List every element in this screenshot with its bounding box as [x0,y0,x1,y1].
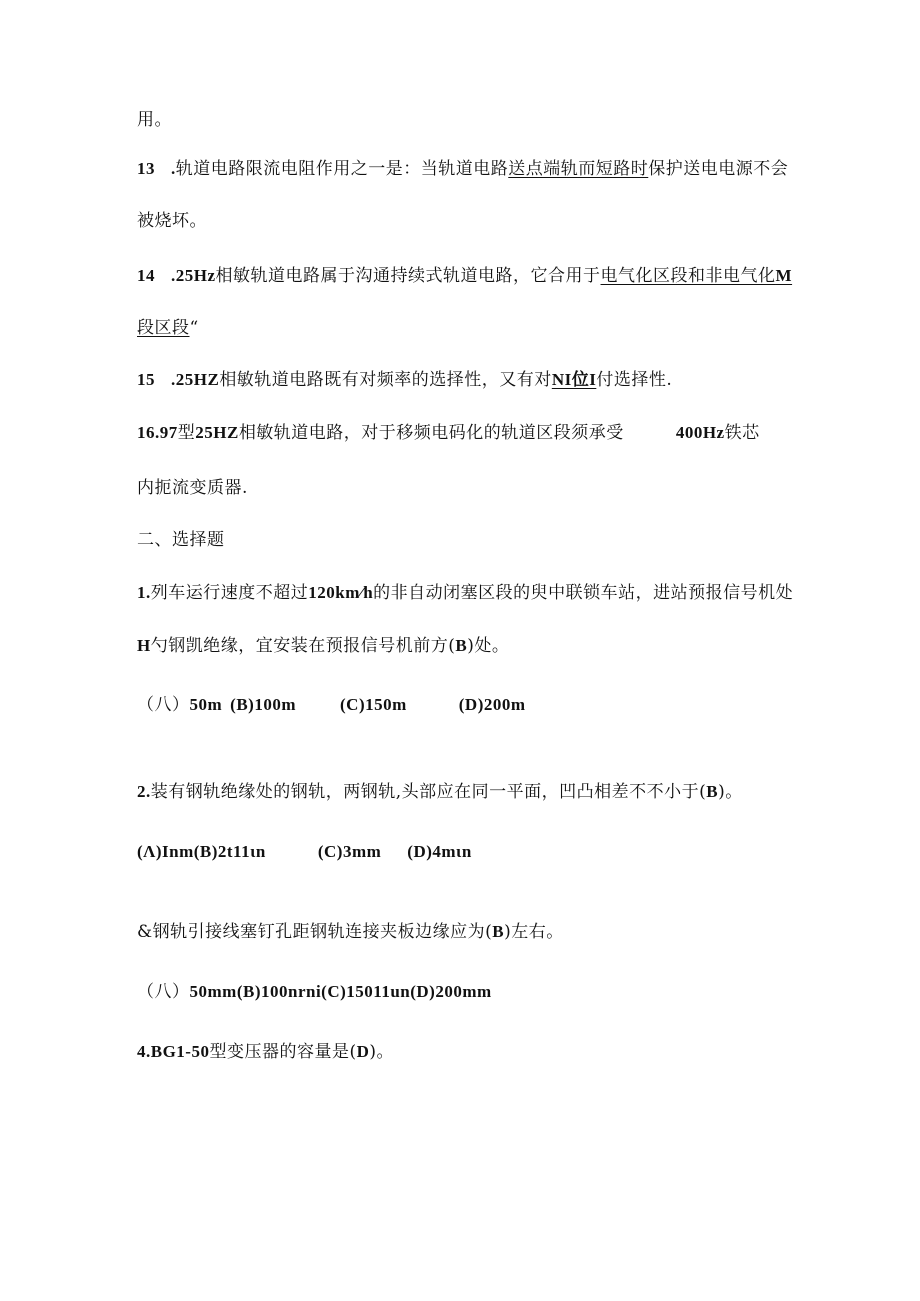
frequency-value: .25HZ [171,370,220,389]
option-a-label: （八） [137,982,190,1002]
answer-letter: B [706,782,719,801]
paren-open: ( [349,1042,357,1062]
option-d: (D)200m [458,695,526,714]
text-line-2 [137,157,788,181]
line-text: 列车运行速度不超过 [150,583,309,603]
answer-fill-bold: M [775,266,793,285]
paren-close: ) [369,1042,377,1062]
text-line-3 [137,209,207,233]
option-b: (B)100m [230,695,296,714]
item-number: 1. [137,583,151,602]
line-text: 型变压器的容量是 [209,1042,350,1062]
item-number: 16.97 [137,423,178,442]
option-a: 50m [189,695,223,714]
line-text: “ [189,318,199,338]
line-text: 左右。 [511,922,564,942]
line-text: 型 [177,423,196,443]
frequency-value: 400Hz [675,423,725,442]
question-3-options [137,980,492,1004]
line-text: 处。 [474,636,510,656]
paren-close: ) [504,922,512,942]
line-text: 相敏轨道电路属于沟通持续式轨道电路，它合用于 [215,266,601,286]
line-text: 保护送电电源不会 [648,159,789,179]
option-c: (C)150m [340,695,407,714]
paren-close: ) [718,782,726,802]
line-text: 付选择性. [596,370,673,390]
line-text: 相敏轨道电路既有对频率的选择性，又有对 [219,370,552,390]
item-number: 15 [137,370,155,389]
item-dot: . [171,159,176,178]
question-2-options [137,840,472,864]
speed-value: 120km⁄h [308,583,374,602]
paren-open: ( [448,636,456,656]
text-line-5 [137,316,199,340]
question-1-line-1 [137,581,793,605]
text-line-8 [137,476,248,500]
text-line-6 [137,368,672,392]
frequency-value: 25HZ [195,423,239,442]
option-c: (C)3mm [317,842,382,861]
paren-close: ) [467,636,475,656]
line-text: 。 [376,1042,395,1062]
line-text: 勺钢凯绝缘，宜安装在预报信号机前方 [150,636,449,656]
question-3-line-1 [137,920,564,944]
line-text: 装有钢轨绝缘处的钢轨，两钢轨,头部应在同一平面，凹凸相差不不小于 [150,782,700,802]
answer-fill: 段区段 [137,318,190,338]
line-prefix: H [137,636,151,655]
answer-fill-bold: NI位I [551,370,597,389]
item-number: 13 [137,159,155,178]
text-line-7 [137,421,760,445]
line-text: &钢轨引接线塞钉孔距钢轨连接夹板边缘应为 [137,922,486,942]
answer-letter: D [356,1042,370,1061]
text-line-4 [137,264,792,288]
option-a-b: (Λ)Inm(B)2t11ιn [137,842,266,861]
paren-open: ( [699,782,707,802]
question-1-options [137,693,526,717]
text-line-1 [137,108,172,132]
line-text: 被烧坏。 [137,211,207,231]
item-number: 4.BG1-50 [137,1042,210,1061]
option-d: (D)4mιn [407,842,472,861]
line-text: 轨道电路限流电阻作用之一是：当轨道电路 [175,159,509,179]
line-text: 内扼流变质器. [137,478,248,498]
line-text: 相敏轨道电路，对于移频电码化的轨道区段须承受 [238,423,624,443]
question-2-line-1 [137,780,743,804]
paren-open: ( [485,922,493,942]
item-number: 2. [137,782,151,801]
line-text: 。 [725,782,743,802]
section-heading [137,528,225,552]
section-title: 二、选择题 [137,530,225,550]
line-text: 用。 [137,110,172,130]
options-text: 50mm(B)100nrni(C)15011un(D)200mm [189,982,492,1001]
line-text: 的非自动闭塞区段的臾中联锁车站，进站预报信号机处 [373,583,794,603]
answer-letter: B [455,636,468,655]
line-text: 铁芯 [724,423,760,443]
answer-fill: 电气化区段和非电气化 [600,266,776,286]
answer-fill: 送点端轨而短路时 [508,159,649,179]
option-a-label: （八） [137,695,190,715]
item-number: 14 [137,266,155,285]
answer-letter: B [492,922,505,941]
question-1-line-2 [137,634,509,658]
frequency-value: .25Hz [171,266,216,285]
question-4-line-1 [137,1040,394,1064]
